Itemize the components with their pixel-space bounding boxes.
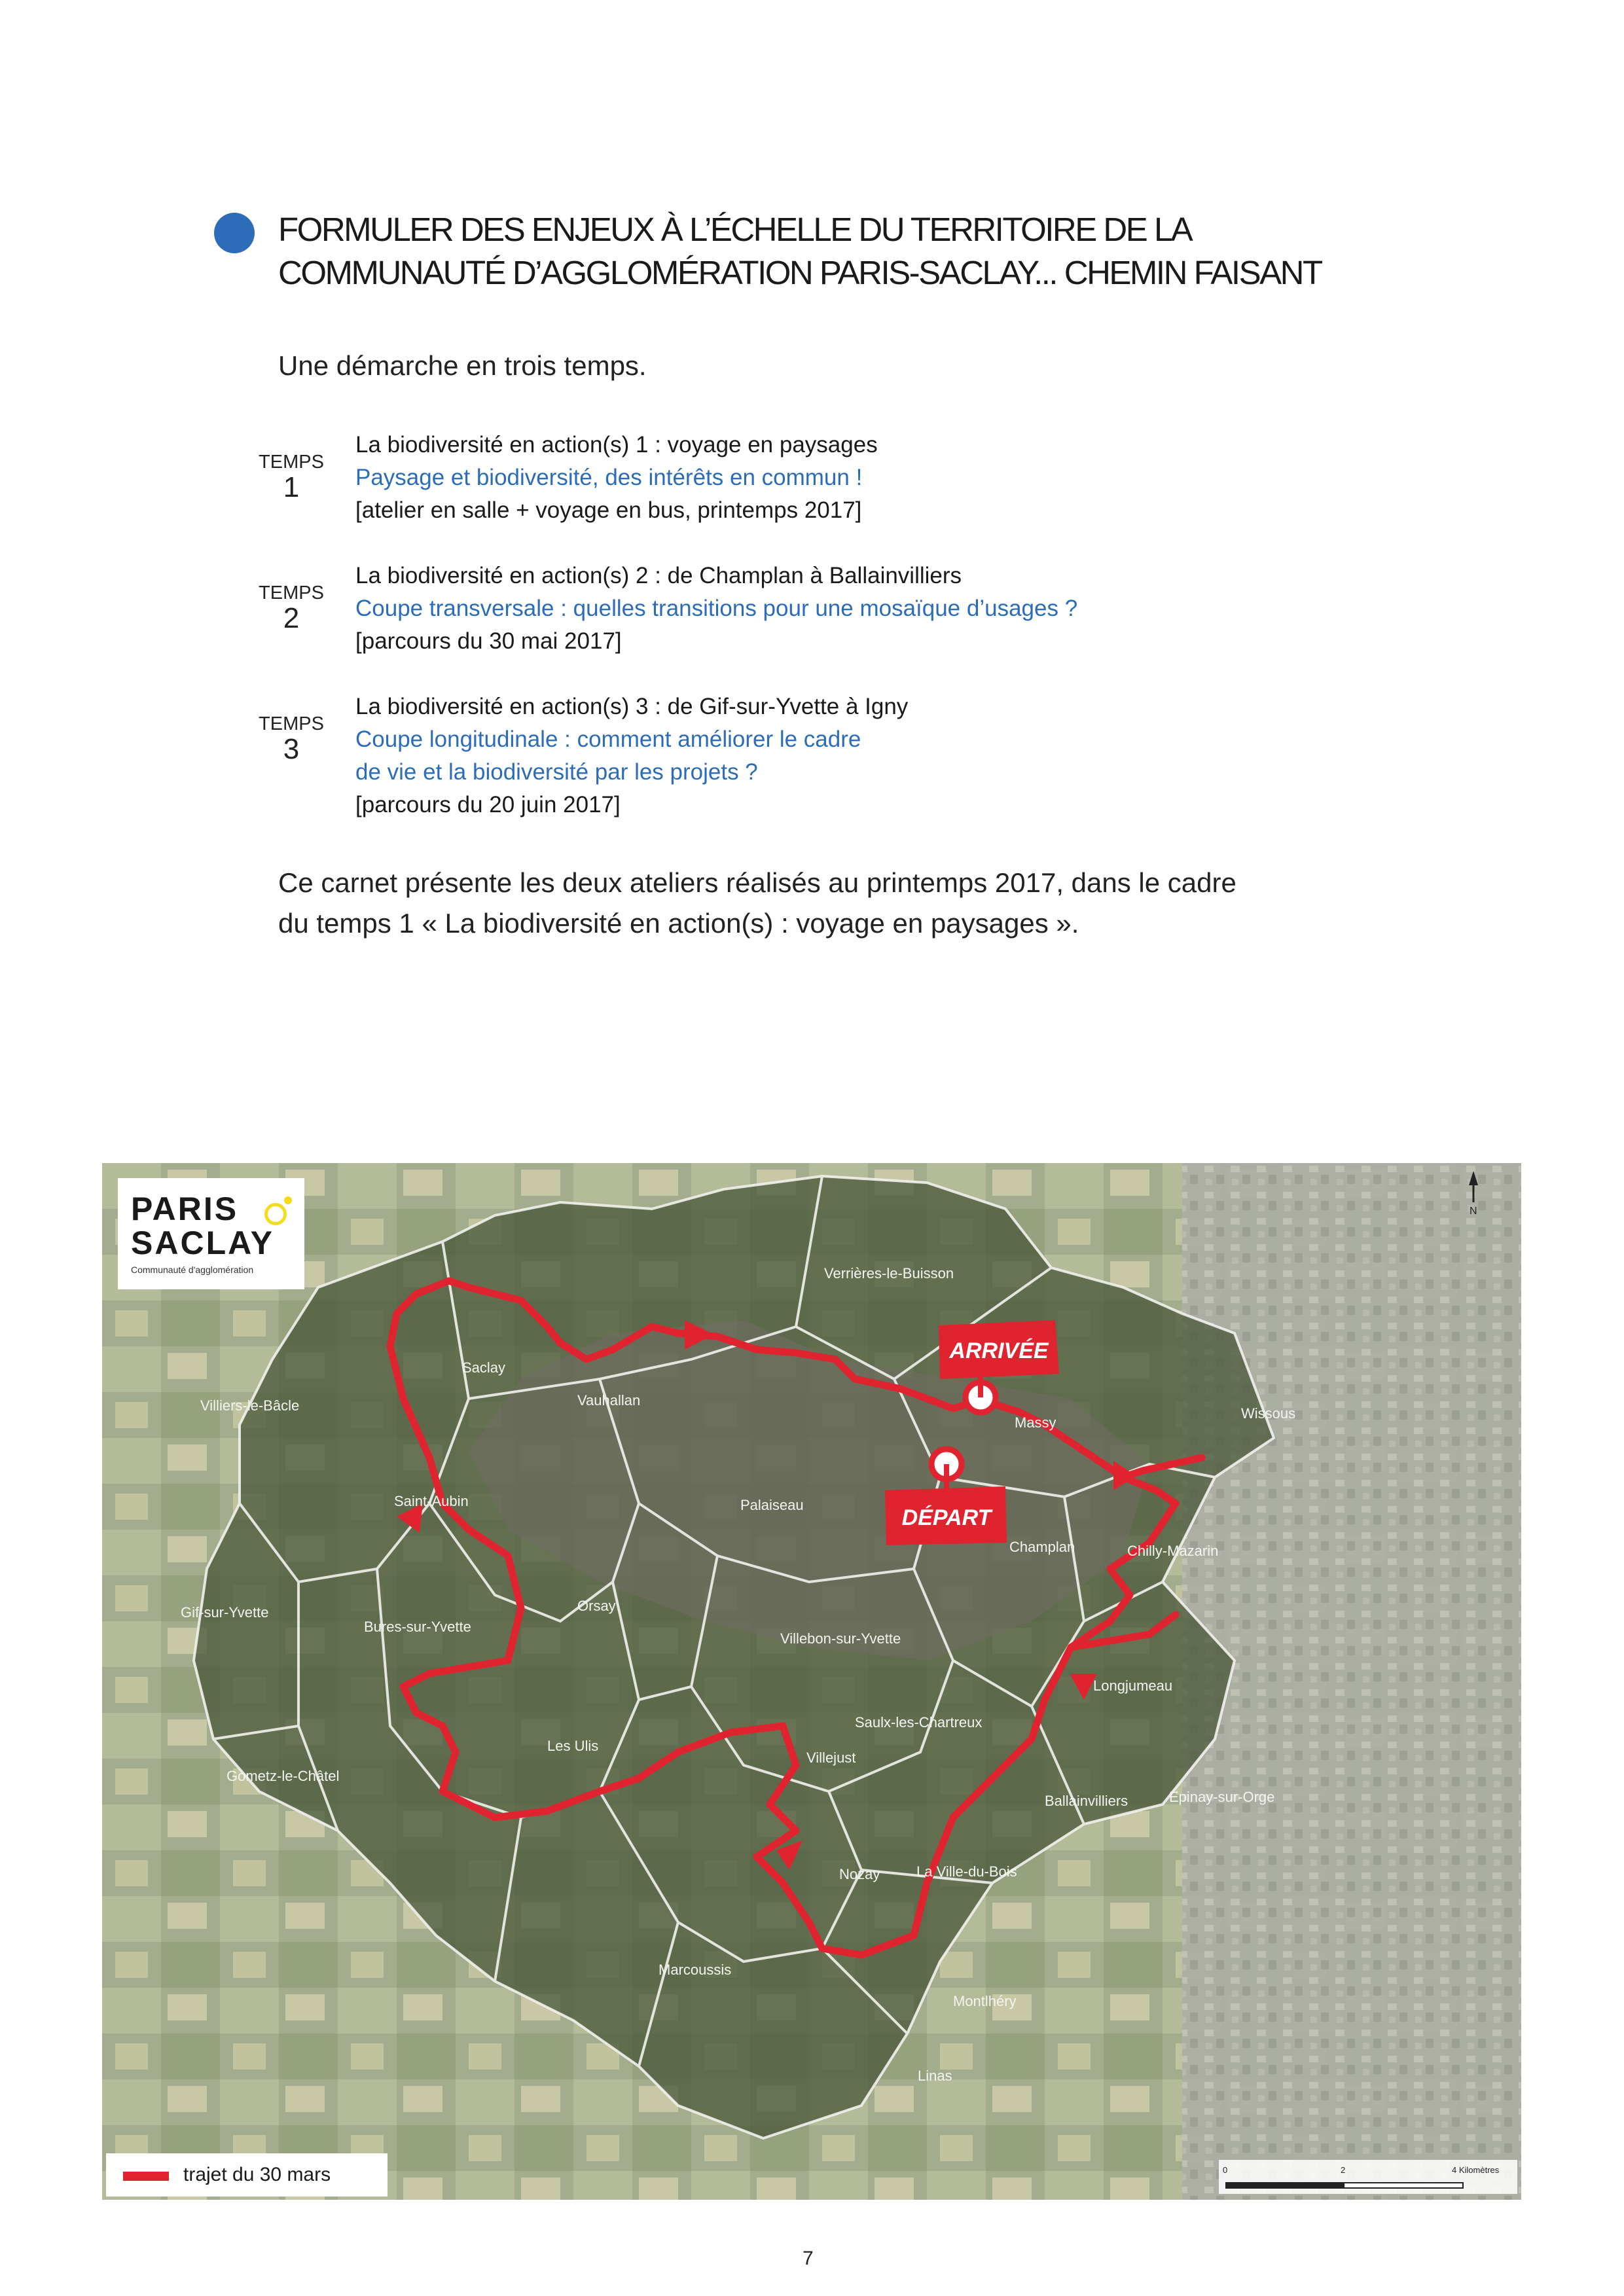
temps-3-heading: La biodiversité en action(s) 3 : de Gif-sur-Yvette à Igny [355, 694, 909, 719]
temps-1-heading: La biodiversité en action(s) 1 : voyage en paysages [355, 432, 878, 457]
town-label: Saclay [462, 1359, 506, 1376]
town-label: Montlhéry [953, 1993, 1017, 2009]
town-label: Gometz-le-Châtel [226, 1768, 340, 1784]
town-label: Orsay [577, 1598, 616, 1614]
town-label: Massy [1015, 1414, 1056, 1431]
town-label: Gif-sur-Yvette [181, 1604, 269, 1621]
town-label: La Ville-du-Bois [916, 1863, 1017, 1880]
svg-text:DÉPART: DÉPART [901, 1505, 992, 1530]
intro-text: Une démarche en trois temps. [278, 350, 647, 381]
temps-3-block [355, 691, 908, 821]
town-label: Épinay-sur-Orge [1169, 1789, 1275, 1805]
town-label: Vauhallan [577, 1392, 641, 1408]
town-label: Nozay [839, 1866, 880, 1882]
town-label: Chilly-Mazarin [1127, 1543, 1219, 1559]
town-label: Villiers-le-Bâcle [200, 1397, 300, 1414]
town-label: Marcoussis [659, 1962, 732, 1978]
legend-route-swatch [123, 2172, 169, 2181]
temps-3-subtitle-2: de vie et la biodiversité par les projets ? [355, 759, 758, 785]
logo-dot-icon [264, 1203, 287, 1225]
town-label: Saint-Aubin [394, 1493, 469, 1509]
temps-3-note: [parcours du 20 juin 2017] [355, 792, 621, 817]
territory-map [102, 1163, 1521, 2200]
departure-tag [885, 1486, 1007, 1545]
legend-label: trajet du 30 mars [183, 2164, 331, 2185]
arrival-tag [939, 1320, 1059, 1379]
town-label: Palaiseau [740, 1497, 804, 1513]
town-label: Wissous [1241, 1405, 1296, 1422]
temps-1-marker: TEMPS 1 [259, 452, 324, 503]
svg-text:ARRIVÉE: ARRIVÉE [949, 1338, 1049, 1363]
temps-2-block [355, 560, 1077, 658]
town-label: Les Ulis [547, 1738, 599, 1754]
town-label: Linas [918, 2068, 952, 2084]
town-label: Longjumeau [1093, 1677, 1173, 1694]
town-label: Villejust [806, 1749, 856, 1766]
town-label: Saulx-les-Chartreux [855, 1714, 983, 1731]
town-label: Champlan [1009, 1539, 1075, 1555]
temps-2-note: [parcours du 30 mai 2017] [355, 628, 622, 654]
temps-3-subtitle-1: Coupe longitudinale : comment améliorer le cadre [355, 726, 861, 752]
temps-1-note: [atelier en salle + voyage en bus, printemps 2017] [355, 497, 862, 523]
town-label: Verrières-le-Buisson [824, 1265, 954, 1282]
svg-text:N: N [1470, 1206, 1477, 1217]
town-label: Bures-sur-Yvette [364, 1619, 471, 1635]
page-number: 7 [803, 2248, 814, 2269]
temps-2-heading: La biodiversité en action(s) 2 : de Champlan à Ballainvilliers [355, 563, 962, 588]
temps-2-subtitle: Coupe transversale : quelles transitions pour une mosaïque d’usages ? [355, 596, 1078, 621]
paris-saclay-logo: PARIS SACLAY Communauté d'agglomération [118, 1178, 304, 1289]
logo-dot-small-icon [284, 1196, 292, 1204]
temps-3-marker: TEMPS 3 [259, 713, 324, 765]
town-label: Ballainvilliers [1045, 1793, 1128, 1809]
temps-1-subtitle: Paysage et biodiversité, des intérêts en commun ! [355, 465, 863, 490]
closing-paragraph: Ce carnet présente les deux ateliers réalisés au printemps 2017, dans le cadre du temps 1 « La biodiversité en action(s) : voyage en paysages ». [278, 867, 1236, 939]
map-canvas [102, 1163, 1521, 2200]
temps-2-marker: TEMPS 2 [259, 583, 324, 634]
section-bullet [214, 213, 255, 253]
section-title: FORMULER DES ENJEUX À L’ÉCHELLE DU TERRITOIRE DE LA COMMUNAUTÉ D’AGGLOMÉRATION PARIS-SACLAY... CHEMIN FAISANT [278, 211, 1322, 291]
map-scale-bar: 0 2 4 Kilomètres [1219, 2160, 1517, 2194]
temps-1-block [355, 429, 878, 527]
map-legend [106, 2153, 388, 2197]
town-label: Villebon-sur-Yvette [780, 1630, 901, 1647]
